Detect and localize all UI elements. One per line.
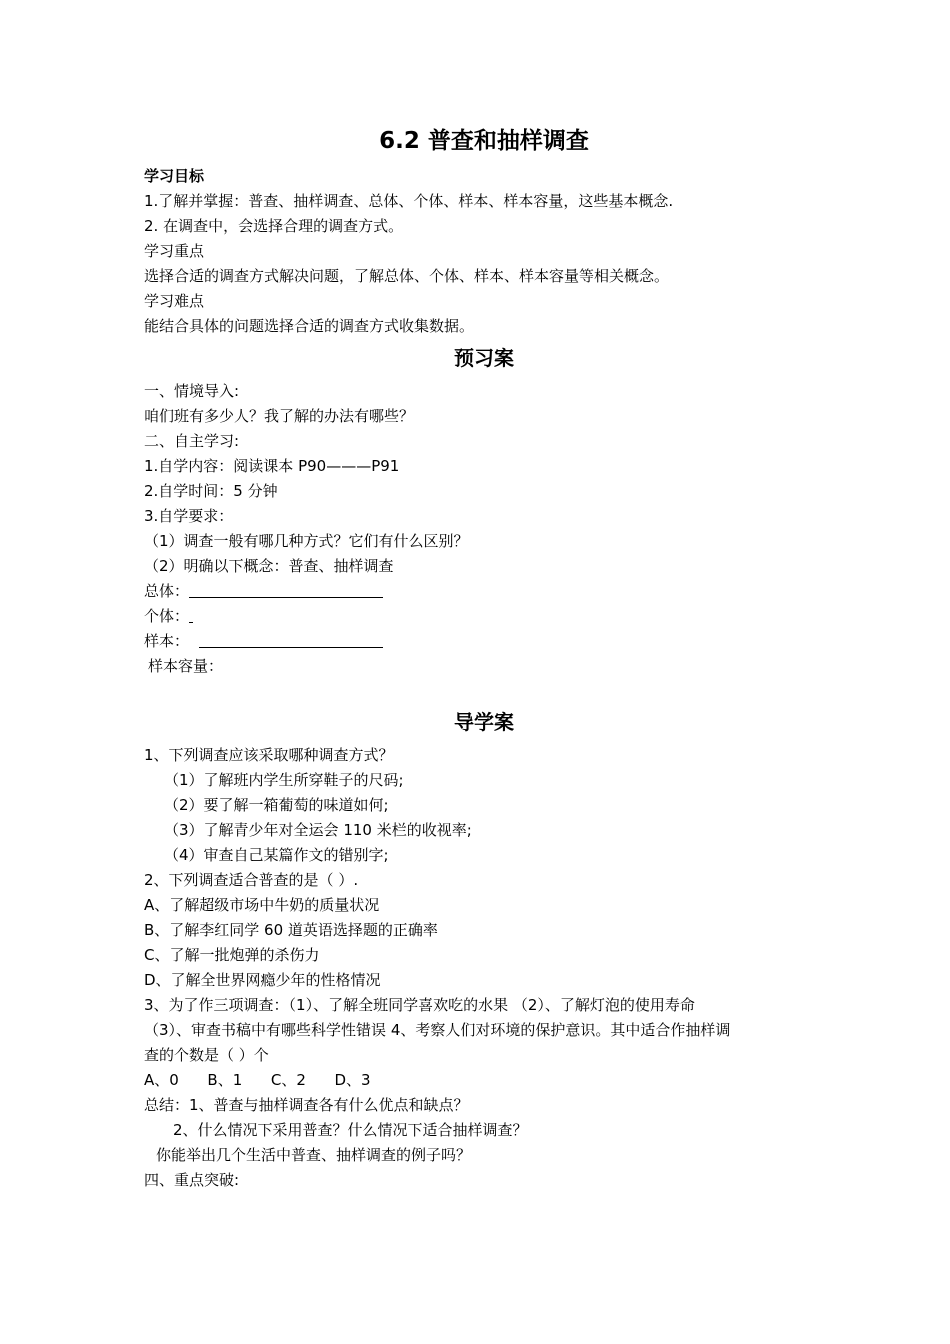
sample-size-label: 样本容量： [148, 657, 224, 675]
question-1-item-4: （4）审查自己某篇作文的错别字; [164, 846, 389, 864]
self-study-time: 2.自学时间：5 分钟 [144, 482, 278, 500]
summary-3: 你能举出几个生活中普查、抽样调查的例子吗？ [156, 1146, 472, 1164]
population-field [144, 579, 824, 604]
population-label: 总体： [144, 582, 190, 600]
individual-blank[interactable] [189, 607, 193, 623]
question-1-item-2: （2）要了解一箱葡萄的味道如何; [164, 796, 389, 814]
population-blank[interactable] [189, 582, 383, 598]
question-3-line-3: 查的个数是（ ）个 [144, 1046, 269, 1064]
summary-2: 2、什么情况下采用普查？什么情况下适合抽样调查？ [173, 1121, 528, 1139]
individual-field [144, 604, 824, 629]
spacer [144, 679, 824, 703]
document-content [144, 124, 824, 1193]
question-1-item-1: （1）了解班内学生所穿鞋子的尺码; [164, 771, 404, 789]
question-3-line-2: （3）、审查书稿中有哪些科学性错误 4、考察人们对环境的保护意识。其中适合作抽样调 [144, 1021, 731, 1039]
difficulty-heading: 学习难点 [144, 292, 205, 310]
question-2-option-c: C、了解一批炮弹的杀伤力 [144, 946, 320, 964]
summary-1: 总结：1、普查与抽样调查各有什么优点和缺点？ [144, 1096, 469, 1114]
requirement-1: （1）调查一般有哪几种方式？它们有什么区别？ [144, 532, 469, 550]
question-2-option-b: B、了解李红同学 60 道英语选择题的正确率 [144, 921, 438, 939]
question-3-options: A、0 B、1 C、2 D、3 [144, 1071, 371, 1089]
objectives-heading: 学习目标 [144, 167, 205, 185]
intro-heading: 一、情境导入: [144, 382, 240, 400]
objective-item-1: 1.了解并掌握：普查、抽样调查、总体、个体、样本、样本容量，这些基本概念. [144, 192, 674, 210]
key-points-heading: 学习重点 [144, 242, 205, 260]
question-3-line-1: 3、为了作三项调查：（1）、了解全班同学喜欢吃的水果 （2）、了解灯泡的使用寿命 [144, 996, 695, 1014]
key-points-text: 选择合适的调查方式解决问题，了解总体、个体、样本、样本容量等相关概念。 [144, 267, 670, 285]
sample-label: 样本： [144, 632, 190, 650]
self-study-requirements: 3.自学要求： [144, 507, 234, 525]
self-study-content: 1.自学内容：阅读课本 P90———P91 [144, 457, 400, 475]
sample-size-field [144, 654, 824, 679]
objective-item-2: 2. 在调查中，会选择合理的调查方式。 [144, 217, 404, 235]
section-4-heading: 四、重点突破: [144, 1171, 240, 1189]
question-2: 2、下列调查适合普查的是（ ）. [144, 871, 359, 889]
sample-blank[interactable] [199, 632, 383, 648]
intro-text: 咱们班有多少人？我了解的办法有哪些？ [144, 407, 415, 425]
requirement-2: （2）明确以下概念：普查、抽样调查 [144, 557, 394, 575]
self-study-heading: 二、自主学习: [144, 432, 240, 450]
guide-section-title: 导学案 [454, 710, 514, 734]
preview-section-title: 预习案 [454, 346, 514, 370]
individual-label: 个体： [144, 607, 190, 625]
sample-field [144, 629, 824, 654]
page-title: 6.2 普查和抽样调查 [379, 128, 589, 154]
question-2-option-a: A、了解超级市场中牛奶的质量状况 [144, 896, 380, 914]
question-1: 1、下列调查应该采取哪种调查方式？ [144, 746, 394, 764]
difficulty-text: 能结合具体的问题选择合适的调查方式收集数据。 [144, 317, 475, 335]
question-1-item-3: （3）了解青少年对全运会 110 米栏的收视率; [164, 821, 472, 839]
question-2-option-d: D、了解全世界网瘾少年的性格情况 [144, 971, 381, 989]
